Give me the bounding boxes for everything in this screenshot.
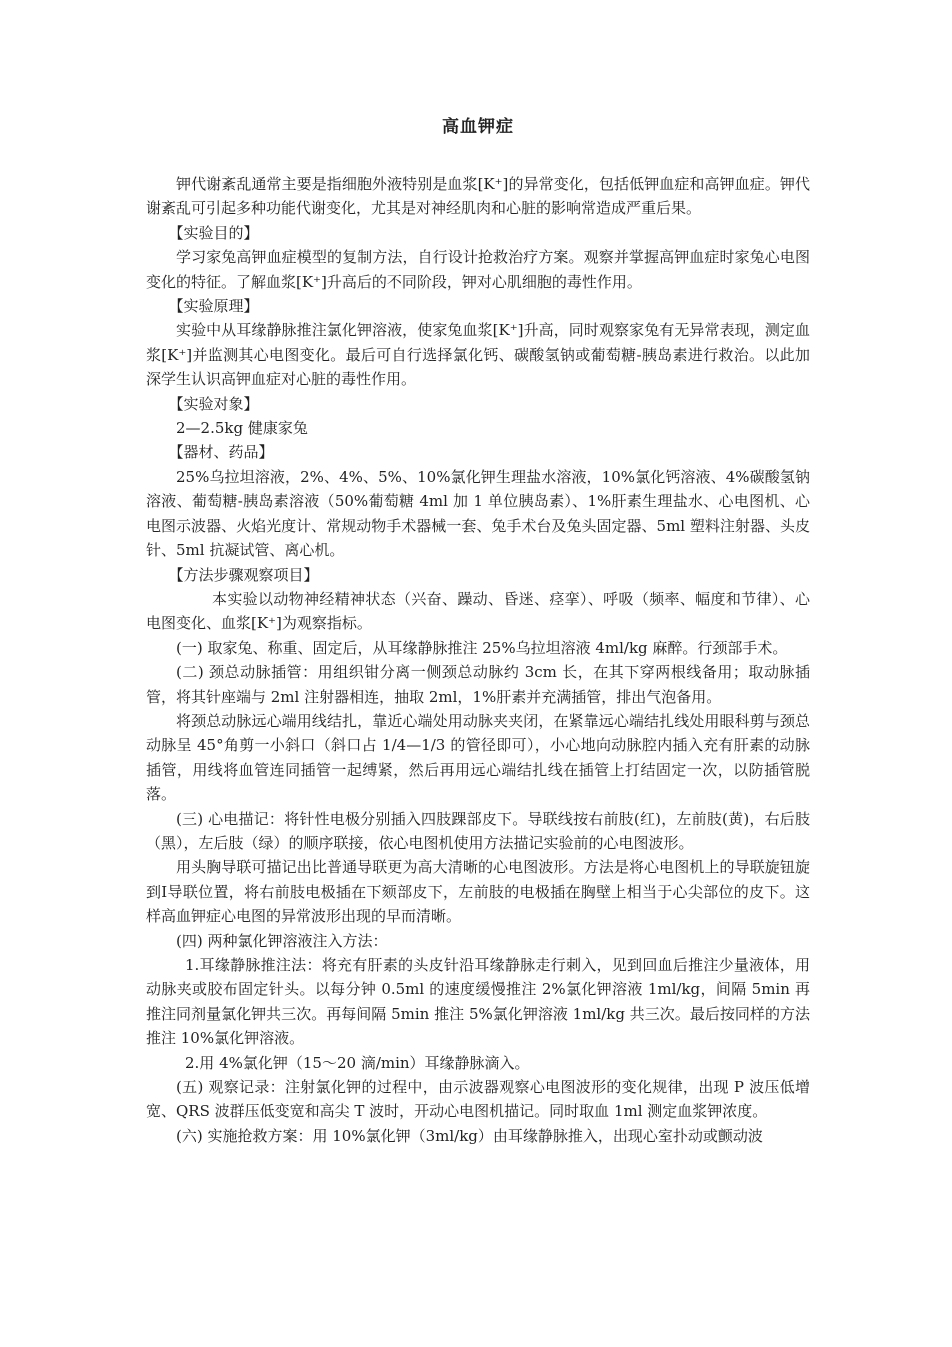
step-4-2-paragraph: 2.用 4%氯化钾（15～20 滴/min）耳缘静脉滴入。	[185, 1053, 530, 1072]
step-4-heading: (四) 两种氯化钾溶液注入方法：	[176, 931, 388, 950]
document-title: 高血钾症	[442, 117, 514, 137]
section-heading-purpose: 【实验目的】	[168, 223, 259, 242]
step-4-1-paragraph: 1.耳缘静脉推注法：将充有肝素的头皮针沿耳缘静脉走行刺入，见到回血后推注少量液体，用动脉夹或胶布固定针头。以每分钟 0.5ml 的速度缓慢推注 2%氯化钾溶液 1ml/kg，间隔 5min 再推注同剂量氯化钾共三次。再每间隔 5min 推注 5%氯化钾溶液 1ml/kg 共三次。最后按同样的方法推注 10%氯化钾溶液。	[146, 956, 810, 1048]
principle-paragraph: 实验中从耳缘静脉推注氯化钾溶液，使家兔血浆[K⁺]升高，同时观察家兔有无异常表现，测定血浆[K⁺]并监测其心电图变化。最后可自行选择氯化钙、碳酸氢钠或葡萄糖-胰岛素进行救治。以此加深学生认识高钾血症对心脏的毒性作用。	[146, 321, 810, 389]
materials-paragraph: 25%乌拉坦溶液，2%、4%、5%、10%氯化钾生理盐水溶液，10%氯化钙溶液、4%碳酸氢钠溶液、葡萄糖-胰岛素溶液（50%葡萄糖 4ml 加 1 单位胰岛素）、1%肝素生理盐水、心电图机、心电图示波器、火焰光度计、常规动物手术器械一套、兔手术台及兔头固定器、5ml 塑料注射器、头皮针、5ml 抗凝试管、离心机。	[146, 467, 810, 560]
step-2-paragraph: (二) 颈总动脉插管：用组织钳分离一侧颈总动脉约 3cm 长，在其下穿两根线备用；取动脉插管，将其针座端与 2ml 注射器相连，抽取 2ml，1%肝素并充满插管，排出气泡备用。	[146, 663, 810, 706]
step-2b-paragraph: 将颈总动脉远心端用线结扎，靠近心端处用动脉夹夹闭，在紧靠远心端结扎线处用眼科剪与颈总动脉呈 45°角剪一小斜口（斜口占 1/4—1/3 的管径即可），小心地向动脉腔内插入充有肝素的动脉插管，用线将血管连同插管一起缚紧，然后再用远心端结扎线在插管上打结固定一次，以防插管脱落。	[146, 711, 810, 804]
section-heading-principle: 【实验原理】	[168, 297, 259, 316]
purpose-paragraph: 学习家兔高钾血症模型的复制方法，自行设计抢救治疗方案。观察并掌握高钾血症时家兔心电图变化的特征。了解血浆[K⁺]升高后的不同阶段，钾对心肌细胞的毒性作用。	[146, 248, 810, 291]
document-page	[146, 112, 810, 1148]
subject-line: 2—2.5kg 健康家兔	[176, 419, 308, 438]
section-heading-materials: 【器材、药品】	[168, 443, 274, 462]
method-intro-paragraph: 本实验以动物神经精神状态（兴奋、躁动、昏迷、痉挛）、呼吸（频率、幅度和节律）、心电图变化、血浆[K⁺]为观察指标。	[146, 589, 810, 633]
step-3-paragraph: (三) 心电描记：将针性电极分别插入四肢踝部皮下。导联线按右前肢(红)，左前肢(黄)，右后肢（黑），左后肢（绿）的顺序联接，依心电图机使用方法描记实验前的心电图波形。	[146, 809, 810, 852]
step-5-paragraph: (五) 观察记录：注射氯化钾的过程中，由示波器观察心电图波形的变化规律，出现 P 波压低增宽、QRS 波群压低变宽和高尖 T 波时，开动心电图机描记。同时取血 1ml 测定血浆钾浓度。	[146, 1078, 810, 1121]
step-1-paragraph: (一) 取家兔、称重、固定后，从耳缘静脉推注 25%乌拉坦溶液 4ml/kg 麻醉。行颈部手术。	[176, 638, 788, 657]
step-6-paragraph: (六) 实施抢救方案：用 10%氯化钾（3ml/kg）由耳缘静脉推入，出现心室扑动或颤动波	[176, 1126, 763, 1145]
section-heading-subject: 【实验对象】	[168, 394, 259, 413]
section-heading-method: 【方法步骤观察项目】	[168, 565, 319, 584]
step-3b-paragraph: 用头胸导联可描记出比普通导联更为高大清晰的心电图波形。方法是将心电图机上的导联旋钮旋到Ⅰ导联位置，将右前肢电极插在下颏部皮下，左前肢的电极插在胸壁上相当于心尖部位的皮下。这样高血钾症心电图的异常波形出现的早而清晰。	[146, 858, 810, 926]
intro-paragraph: 钾代谢紊乱通常主要是指细胞外液特别是血浆[K⁺]的异常变化，包括低钾血症和高钾血症。钾代谢紊乱可引起多种功能代谢变化，尤其是对神经肌肉和心脏的影响常造成严重后果。	[146, 175, 810, 218]
